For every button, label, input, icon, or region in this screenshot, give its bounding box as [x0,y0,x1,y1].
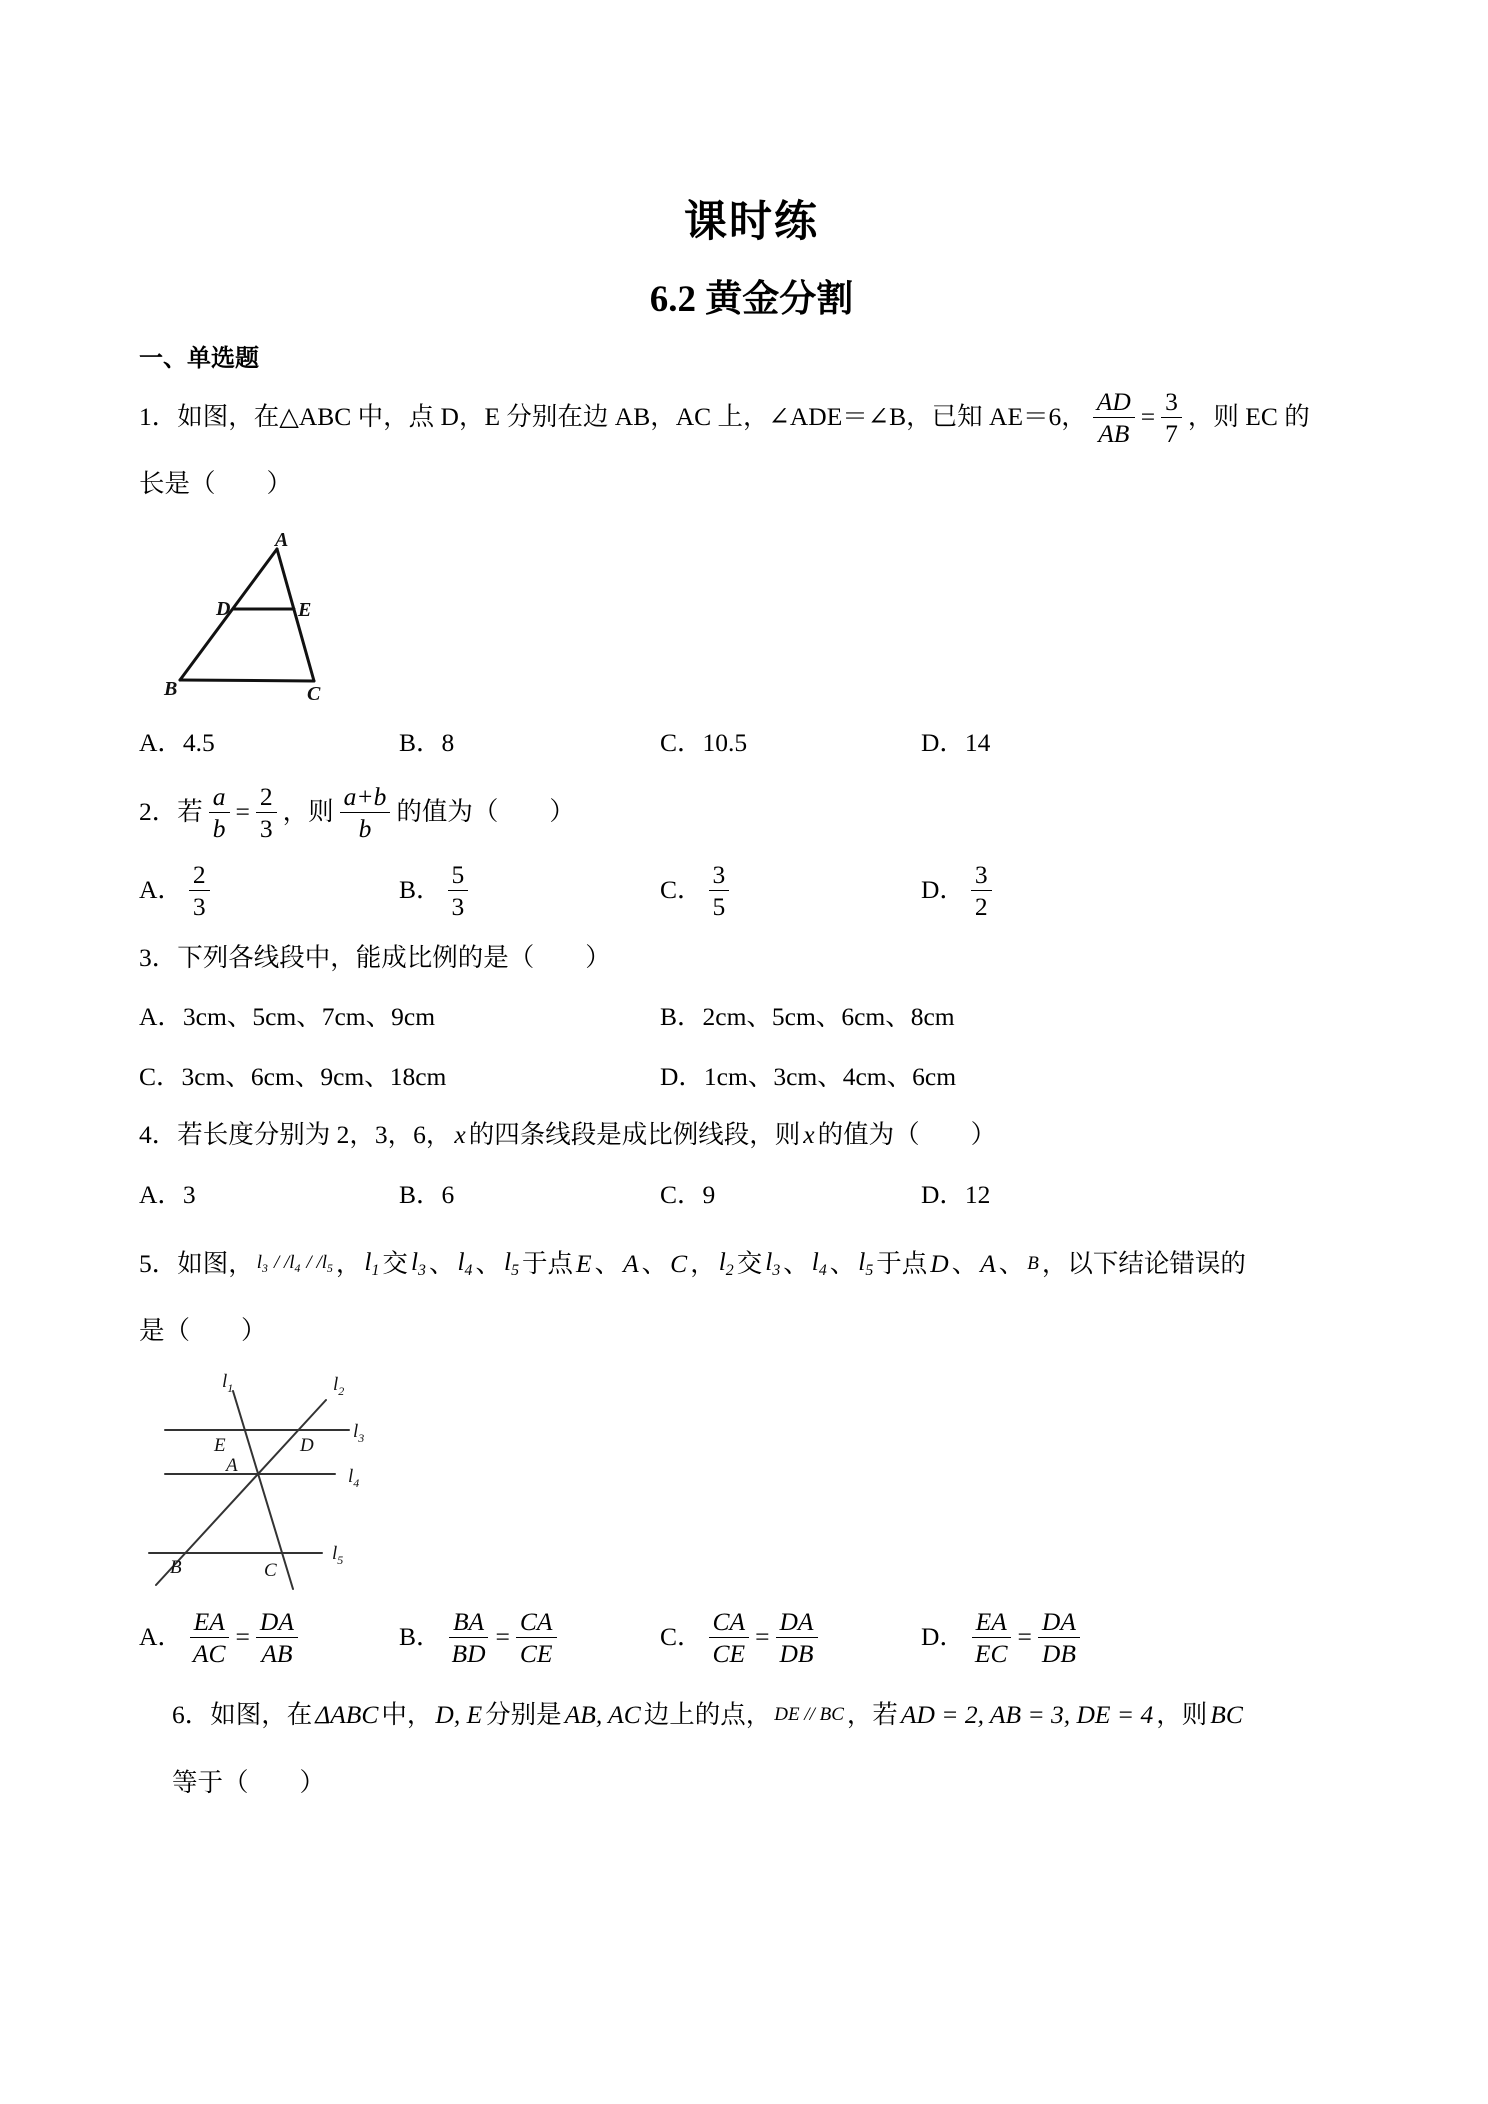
text-run: 、 [783,1249,809,1278]
line-label-letter: l [332,1543,338,1564]
point-label-b: B [164,678,178,700]
text-run: 、 [951,1249,978,1278]
section-heading: 一、单选题 [139,344,259,372]
question-4-option-d [921,1159,990,1231]
text-run: D． [921,1622,965,1651]
math-expression [898,1699,1156,1731]
math-expression [927,1248,951,1280]
fraction [971,859,992,922]
parallel-lines-figure [140,1365,400,1595]
fraction [709,1606,750,1669]
fraction-denominator: EC [974,1638,1008,1668]
fraction-numerator: 3 [971,859,992,891]
text-run: ， [690,1249,716,1278]
question-6-stem-line-1 [172,1679,1246,1751]
question-1-option-c [660,707,747,779]
math-expression [271,1247,303,1281]
math-expression [716,1246,737,1282]
fraction-numerator: BA [449,1606,488,1638]
text-run: = [495,1622,510,1651]
text-run: A． [139,875,183,904]
text-run: 长是（ ） [139,469,293,498]
fraction [709,859,730,922]
math-symbol: A [980,1249,996,1278]
fraction-numerator: 3 [1161,386,1182,418]
text-run: C．9 [660,1180,716,1209]
question-6-stem-line-2 [172,1747,325,1819]
math-symbol: E [575,1249,592,1278]
text-run: 交 [382,1249,408,1278]
math-expression [771,1699,847,1731]
text-run: B．2cm、5cm、6cm、8cm [660,1002,955,1031]
fraction [1161,386,1182,449]
line-label-l1 [222,1371,233,1395]
fraction-denominator: 3 [259,813,273,843]
question-2-option-b [399,854,474,926]
line-label-letter: l [333,1374,339,1395]
fraction-denominator: 5 [712,891,726,921]
math-symbol: l [718,1247,726,1276]
question-4-option-a [139,1159,196,1231]
math-subscript: 5 [511,1262,519,1280]
math-symbol: AB, AC [564,1700,641,1729]
text-run: D．12 [921,1180,991,1209]
page-title: 课时练 [684,199,819,246]
text-run: A．3 [139,1180,196,1209]
fraction [256,1606,298,1669]
math-symbol: / /l [306,1252,328,1273]
fraction-numerator: CA [516,1606,557,1638]
math-symbol: l [503,1247,512,1276]
text-run: A． [139,1622,183,1651]
point-label-a: A [275,529,289,551]
fraction [1093,386,1135,449]
text-run: B．8 [399,728,455,757]
question-5-option-a [139,1601,304,1673]
text-run: D．1cm、3cm、4cm、6cm [660,1062,957,1091]
math-symbol: l [256,1252,263,1273]
math-symbol: x [803,1120,815,1149]
text-run: C．3cm、6cm、9cm、18cm [139,1062,447,1091]
text-run: = [755,1622,770,1651]
question-4-stem [139,1099,996,1171]
question-4-option-c [660,1159,715,1231]
text-run: 1．如图，在△ABC 中，点 D，E 分别在边 AB，AC 上，∠ADE＝∠B，已知 AE＝6， [139,402,1087,431]
fraction-denominator: b [212,813,226,843]
fraction [209,781,230,844]
fraction-denominator: 3 [192,891,206,921]
question-1-option-b [399,707,454,779]
text-run: 等于（ ） [172,1768,326,1797]
fraction-denominator: AC [192,1638,226,1668]
line-label-l4 [348,1466,359,1490]
math-expression [620,1248,642,1280]
text-run: ，以下结论错误的 [1041,1249,1246,1278]
math-subscript: 3 [262,1261,268,1275]
question-1-option-a [139,707,215,779]
line-label-letter: l [222,1371,228,1392]
math-expression [451,1119,468,1151]
math-expression [1024,1248,1042,1280]
math-symbol: x [454,1120,466,1149]
fraction-numerator: EA [972,1606,1011,1638]
text-run: 的值为（ ） [396,797,575,826]
math-expression [408,1246,429,1282]
math-expression [1207,1699,1246,1731]
question-1-option-d [921,707,990,779]
fraction [1038,1606,1080,1669]
fraction [448,1606,490,1669]
math-expression [667,1248,690,1280]
line-label-l2 [333,1374,344,1398]
fraction-numerator: AD [1093,386,1135,418]
fraction-denominator: CE [519,1638,553,1668]
fraction [516,1606,557,1669]
text-run: ，则 EC 的 [1187,402,1310,431]
text-run: A．4.5 [139,728,215,757]
question-5-option-b [399,1601,563,1673]
math-subscript: 4 [464,1262,473,1280]
question-5-option-c [660,1601,824,1673]
math-subscript: 3 [772,1262,781,1280]
text-run: ，若 [846,1700,898,1729]
question-5-option-d [921,1601,1086,1673]
text-run: 、 [475,1249,501,1278]
math-subscript: 4 [818,1262,827,1280]
math-expression [303,1247,335,1281]
line-label-l5 [332,1543,343,1567]
math-symbol: B [1027,1253,1039,1274]
fraction-numerator: 2 [189,859,210,891]
line-label-subscript: 5 [337,1553,344,1567]
text-run: A．3cm、5cm、7cm、9cm [139,1002,436,1031]
text-run: = [235,797,250,826]
math-subscript: 1 [371,1262,380,1280]
math-symbol: l [364,1247,372,1276]
math-expression [855,1246,876,1282]
text-run: B． [399,875,442,904]
text-run: 的值为（ ） [817,1120,997,1149]
line-label-subscript: 4 [353,1476,360,1490]
fraction-numerator: a+b [340,781,391,813]
question-1-stem-line-1 [139,381,1310,453]
math-subscript: 4 [294,1261,301,1275]
fraction-numerator: CA [709,1606,750,1638]
point-label-a: A [226,1455,238,1476]
math-expression [762,1246,783,1282]
text-run: C．10.5 [660,728,748,757]
math-expression [501,1246,522,1282]
question-2-option-a [139,854,216,926]
math-symbol: D, E [435,1700,483,1729]
math-symbol: BC [1210,1700,1243,1729]
fraction [971,1606,1012,1669]
fraction-numerator: DA [1038,1606,1080,1638]
fraction-denominator: 3 [451,891,465,921]
fraction-denominator: DB [1041,1638,1076,1668]
triangle-figure [150,525,340,705]
math-expression [312,1699,381,1731]
line-label-letter: l [353,1421,359,1442]
text-run: 4．若长度分别为 2，3，6， [139,1120,452,1149]
line-label-l3 [353,1421,364,1445]
question-4-option-b [399,1159,454,1231]
point-label-e: E [298,599,312,621]
fraction-denominator: CE [712,1638,746,1668]
point-label-b: B [170,1557,182,1578]
text-run: 6．如图，在 [172,1700,313,1729]
math-expression [562,1699,644,1731]
fraction-denominator: b [358,813,372,843]
fraction-denominator: 2 [974,891,988,921]
math-symbol: l [765,1247,773,1276]
point-label-c: C [264,1560,277,1581]
math-symbol: DE // BC [774,1704,844,1725]
math-subscript: 2 [725,1262,734,1280]
text-run: 分别是 [485,1700,562,1729]
line-label-subscript: 2 [338,1384,345,1398]
fraction-denominator: AB [261,1638,293,1668]
math-symbol: A [623,1249,639,1278]
fraction [189,1606,230,1669]
text-run: 2．若 [139,797,203,826]
fraction-numerator: 5 [448,859,469,891]
fraction-numerator: DA [776,1606,818,1638]
text-run: ，则 [1156,1700,1208,1729]
fraction [448,859,469,922]
math-symbol: ΔABC [315,1700,379,1729]
math-subscript: 5 [327,1261,333,1275]
text-run: 、 [594,1249,621,1278]
math-expression [809,1246,830,1282]
text-run: 的四条线段是成比例线段，则 [468,1120,801,1149]
text-run: 交 [736,1249,763,1278]
fraction-numerator: DA [256,1606,298,1638]
fraction-denominator: BD [451,1638,486,1668]
text-run: 于点 [876,1249,928,1278]
fraction-denominator: DB [779,1638,814,1668]
math-expression [573,1248,595,1280]
text-run: 于点 [521,1249,573,1278]
text-run: 5．如图， [139,1249,254,1278]
math-expression [977,1248,999,1280]
fraction-numerator: a [209,781,230,813]
line-label-subscript: 1 [227,1381,234,1395]
line-label-letter: l [348,1466,354,1487]
question-2-option-c [660,854,735,926]
text-run: ， [335,1249,362,1278]
fraction-denominator: AB [1098,418,1130,448]
line-label-subscript: 3 [358,1431,365,1445]
text-run: D． [921,875,965,904]
side-bc [180,680,314,681]
text-run: 、 [428,1249,455,1278]
point-label-d: D [216,598,231,620]
text-run: ，则 [282,797,334,826]
text-run: = [1017,1622,1032,1651]
text-run: 3．下列各线段中，能成比例的是（ ） [139,943,611,972]
question-2-option-d [921,854,998,926]
text-run: B．6 [399,1180,455,1209]
question-5-stem-line-2 [139,1295,267,1367]
point-label-d: D [300,1435,314,1456]
text-run: D．14 [921,728,991,757]
math-symbol: l [410,1247,419,1276]
fraction [256,781,277,844]
text-run: 、 [829,1249,856,1278]
text-run: 中， [381,1700,433,1729]
question-1-stem-line-2 [139,448,292,520]
math-symbol: l [457,1247,465,1276]
text-run: 、 [641,1249,668,1278]
math-symbol: l [811,1247,819,1276]
text-run: 、 [998,1249,1025,1278]
math-expression [800,1119,817,1151]
fraction-numerator: 2 [256,781,277,813]
text-run: = [1140,402,1156,431]
math-symbol: l [858,1247,866,1276]
math-subscript: 5 [865,1262,874,1280]
point-label-c: C [307,683,321,705]
fraction [776,1606,818,1669]
text-run: 是（ ） [139,1316,267,1345]
question-5-stem-line-1 [139,1228,1246,1300]
math-symbol: AD = 2, AB = 3, DE = 4 [900,1700,1154,1729]
math-expression [254,1247,271,1281]
math-expression [432,1699,485,1731]
fraction [340,781,391,844]
fraction-numerator: EA [190,1606,229,1638]
text-run: = [235,1622,250,1651]
fraction-numerator: 3 [709,859,730,891]
math-symbol: D [930,1249,949,1278]
math-expression [361,1246,382,1282]
text-run: C． [660,1622,703,1651]
lesson-subtitle: 6.2 黄金分割 [649,279,854,320]
math-symbol: C [670,1249,688,1278]
text-run: 边上的点， [643,1700,772,1729]
math-subscript: 3 [418,1262,426,1280]
text-run: C． [660,875,703,904]
math-expression [454,1246,475,1282]
fraction-denominator: 7 [1165,418,1178,448]
fraction [189,859,210,922]
question-2-stem [139,776,575,848]
text-run: B． [399,1622,442,1651]
math-symbol: / /l [273,1252,295,1273]
point-label-e: E [214,1435,226,1456]
